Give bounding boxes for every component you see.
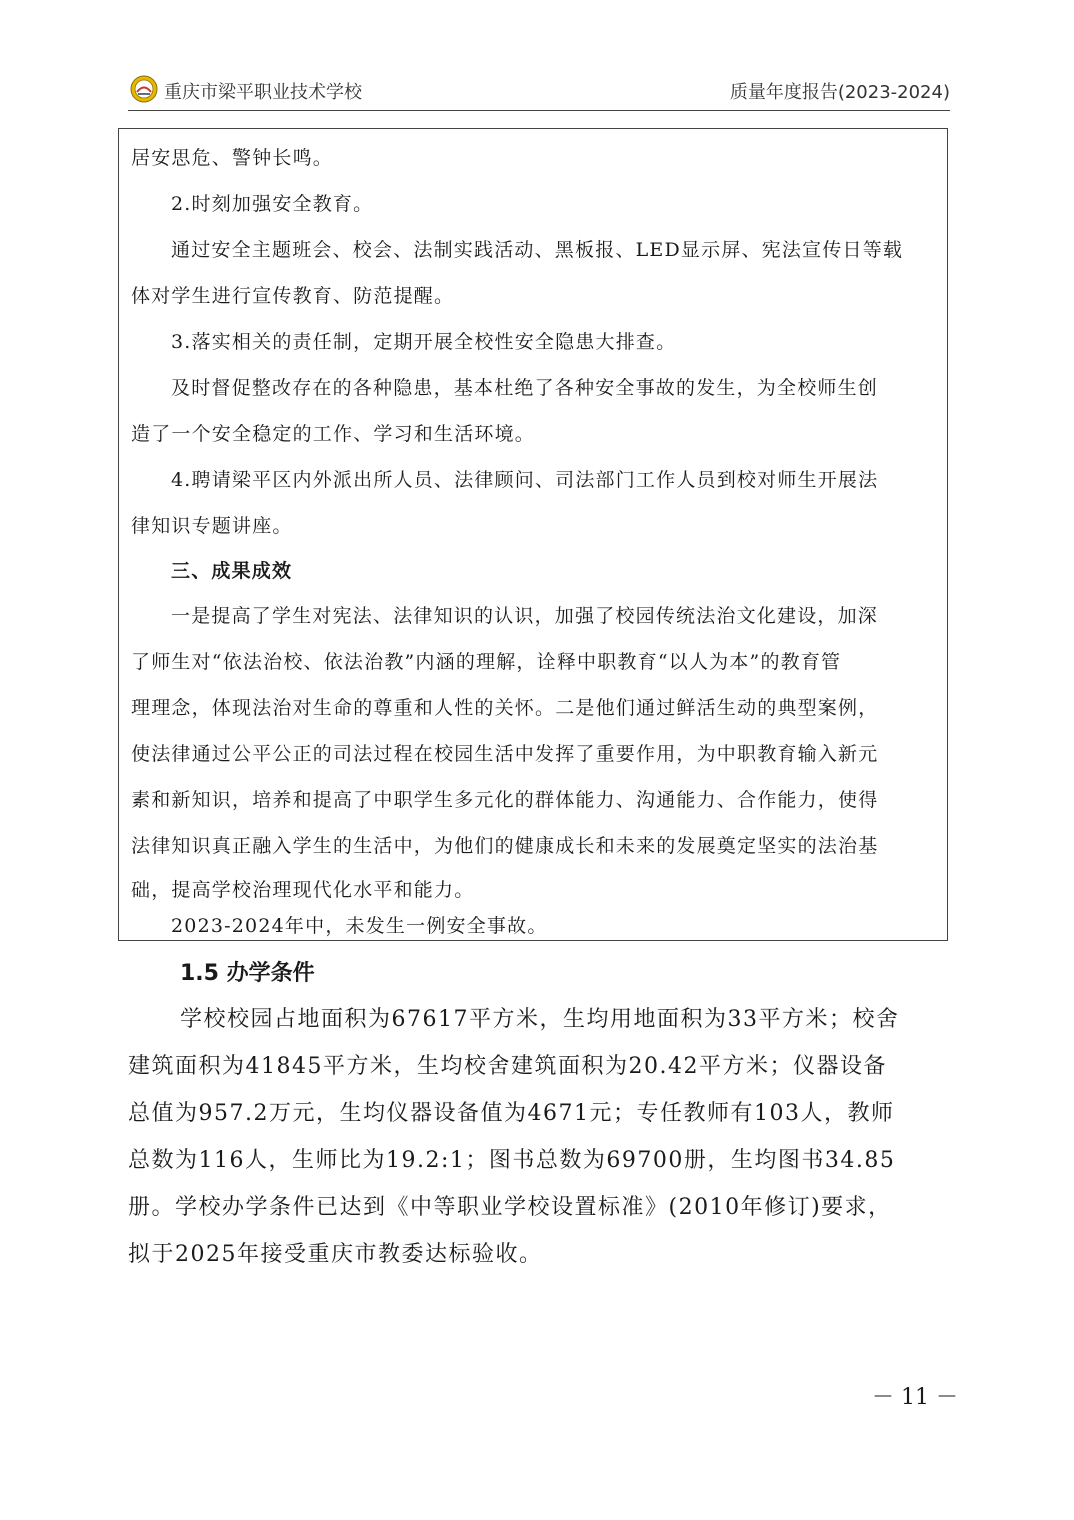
box-line: 法律知识真正融入学生的生活中，为他们的健康成长和未来的发展奠定坚实的法治基 — [131, 835, 879, 857]
box-line: 律知识专题讲座。 — [131, 515, 293, 537]
box-line: 体对学生进行宣传教育、防范提醒。 — [131, 285, 455, 307]
box-line: 4.聘请梁平区内外派出所人员、法律顾问、司法部门工作人员到校对师生开展法 — [171, 469, 879, 491]
box-line: 及时督促整改存在的各种隐患，基本杜绝了各种安全事故的发生，为全校师生创 — [171, 377, 879, 399]
report-title: 质量年度报告(2023-2024) — [729, 82, 950, 103]
body-line: 学校校园占地面积为67617平方米，生均用地面积为33平方米；校舍 — [180, 1007, 900, 1032]
box-line: 居安思危、警钟长鸣。 — [131, 147, 334, 169]
body-line: 建筑面积为41845平方米，生均校舍建筑面积为20.42平方米；仪器设备 — [128, 1054, 887, 1079]
box-line: 了师生对“依法治校、依法治教”内涵的理解，诠释中职教育“以人为本”的教育管 — [131, 651, 842, 673]
box-line: 础，提高学校治理现代化水平和能力。 — [131, 879, 475, 901]
box-line: 通过安全主题班会、校会、法制实践活动、黑板报、LED显示屏、宪法宣传日等载 — [171, 239, 904, 261]
school-name: 重庆市梁平职业技术学校 — [164, 82, 362, 103]
box-line: 使法律通过公平公正的司法过程在校园生活中发挥了重要作用，为中职教育输入新元 — [131, 743, 879, 765]
content-box — [118, 128, 948, 941]
body-line: 册。学校办学条件已达到《中等职业学校设置标准》(2010年修订)要求， — [128, 1195, 892, 1220]
box-line: 理理念，体现法治对生命的尊重和人性的关怀。二是他们通过鲜活生动的典型案例， — [131, 697, 879, 719]
box-line: 一是提高了学生对宪法、法律知识的认识，加强了校园传统法治文化建设，加深 — [171, 605, 879, 627]
section-title: 1.5 办学条件 — [180, 961, 315, 986]
body-line: 总值为957.2万元，生均仪器设备值为4671元；专任教师有103人，教师 — [128, 1101, 895, 1126]
box-line: 3.落实相关的责任制，定期开展全校性安全隐患大排查。 — [171, 331, 677, 353]
subsection-heading: 三、成果成效 — [171, 560, 293, 582]
body-line: 总数为116人，生师比为19.2:1；图书总数为69700册，生均图书34.85 — [128, 1148, 896, 1173]
box-line: 2.时刻加强安全教育。 — [171, 193, 374, 215]
page-header — [128, 72, 950, 111]
school-logo-icon — [130, 75, 158, 103]
box-line: 2023-2024年中，未发生一例安全事故。 — [171, 915, 548, 937]
box-line: 素和新知识，培养和提高了中职学生多元化的群体能力、沟通能力、合作能力，使得 — [131, 789, 879, 811]
box-line: 造了一个安全稳定的工作、学习和生活环境。 — [131, 423, 536, 445]
body-line: 拟于2025年接受重庆市教委达标验收。 — [128, 1242, 543, 1267]
page-number: － 11 － — [872, 1385, 958, 1410]
